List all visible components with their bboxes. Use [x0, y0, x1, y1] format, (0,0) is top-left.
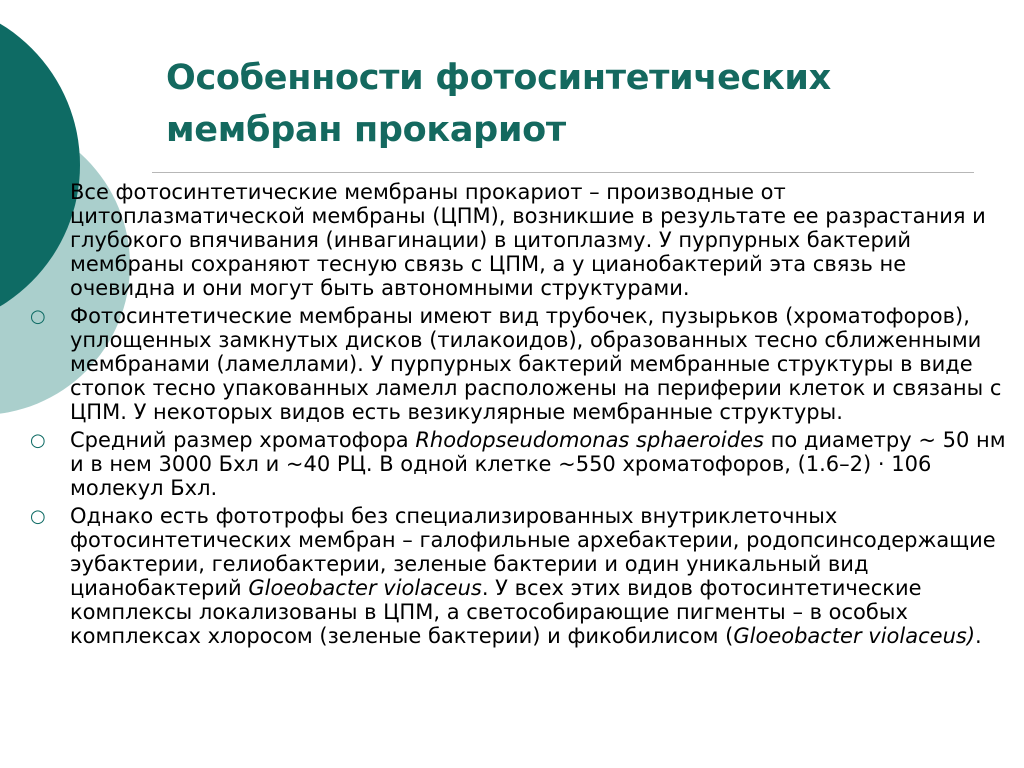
paragraph-2	[30, 304, 1010, 424]
paragraph-3	[30, 428, 1010, 500]
paragraph-4-text-a: Однако есть фототрофы без специализированных внутриклеточных фотосинтетических мембран – галофильные архебактерии, родопсинсодержащие эубактерии, гелиобактерии, зеленые бактерии и один уникальный вид цианобактерий	[70, 504, 996, 600]
species-name-rhodopseudomonas: Rhodopseudomonas sphaeroides	[415, 428, 764, 452]
slide-title	[166, 52, 986, 156]
bullet-icon: ○	[30, 306, 46, 327]
title-divider	[152, 172, 974, 173]
paragraph-1-text: Все фотосинтетические мембраны прокариот – производные от цитоплазматической мембраны (ЦПМ), возникшие в результате ее разрастания и глубокого впячивания (инвагинации) в цитоплазму. У пурпурных бактерий мембраны сохраняют тесную связь с ЦПМ, а у цианобактерий эта связь не очевидна и они могут быть автономными структурами.	[70, 180, 986, 300]
paragraph-4-text-b: . У всех этих видов фотосинтетические комплексы локализованы в ЦПМ, а светособирающие пигменты – в особых комплексах хлоросом (зеленые бактерии) и фикобилисом (	[70, 576, 922, 648]
title-line-2: мембран прокариот	[166, 110, 566, 150]
bullet-icon: ○	[30, 506, 46, 527]
bullet-icon: ○	[30, 430, 46, 451]
title-line-1: Особенности фотосинтетических	[166, 58, 831, 98]
paragraph-4	[30, 504, 1010, 648]
paragraph-2-text: Фотосинтетические мембраны имеют вид трубочек, пузырьков (хроматофоров), уплощенных замкнутых дисков (тилакоидов), образованных тесно сближенными мембранами (ламеллами). У пурпурных бактерий мембранные структуры в виде стопок тесно упакованных ламелл расположены на периферии клеток и связаны с ЦПМ. У некоторых видов есть везикулярные мембранные структуры.	[70, 304, 1002, 424]
paragraph-1	[70, 180, 1010, 300]
paragraph-3-text-a: Средний размер хроматофора	[70, 428, 416, 452]
paragraph-3-text-b: по диаметру ~ 50 нм и в нем 3000 Бхл и ~40 РЦ. В одной клетке ~550 хроматофоров, (1.6–2) · 106 молекул Бхл.	[70, 428, 1006, 500]
species-name-gloeobacter-2: Gloeobacter violaceus)	[733, 624, 976, 648]
slide-body	[30, 180, 1010, 652]
paragraph-4-text-c: .	[975, 624, 982, 648]
species-name-gloeobacter: Gloeobacter violaceus	[248, 576, 482, 600]
